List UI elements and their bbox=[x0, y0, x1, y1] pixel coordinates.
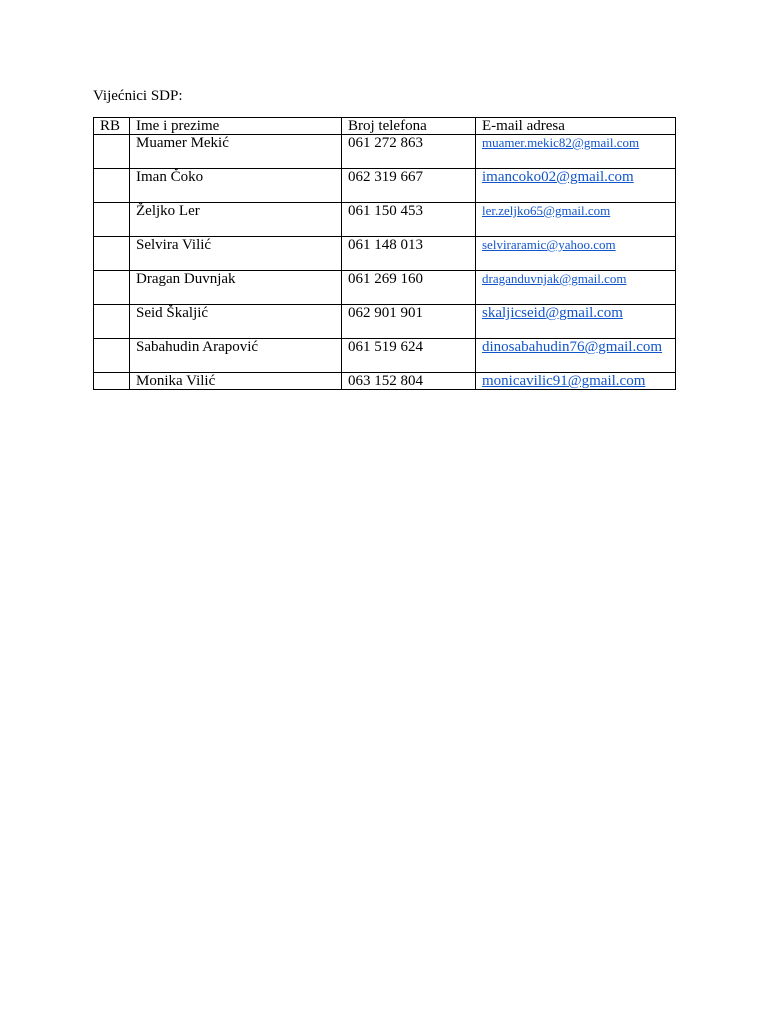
row-number-cell bbox=[94, 203, 130, 237]
table-row bbox=[94, 339, 676, 373]
email-cell bbox=[476, 169, 676, 203]
name-cell: Iman Čoko bbox=[130, 169, 342, 203]
email-cell bbox=[476, 135, 676, 169]
name-cell: Seid Škaljić bbox=[130, 305, 342, 339]
row-number-cell bbox=[94, 237, 130, 271]
row-number-cell bbox=[94, 271, 130, 305]
phone-cell: 062 901 901 bbox=[342, 305, 476, 339]
email-link[interactable]: monicavilic91@gmail.com bbox=[482, 373, 646, 389]
phone-cell: 061 148 013 bbox=[342, 237, 476, 271]
header-rb: RB bbox=[94, 118, 130, 135]
email-cell bbox=[476, 271, 676, 305]
name-cell: Željko Ler bbox=[130, 203, 342, 237]
name-cell: Muamer Mekić bbox=[130, 135, 342, 169]
header-email: E-mail adresa bbox=[476, 118, 676, 135]
email-cell bbox=[476, 305, 676, 339]
email-cell bbox=[476, 339, 676, 373]
name-cell: Monika Vilić bbox=[130, 373, 342, 390]
email-cell bbox=[476, 203, 676, 237]
table-row bbox=[94, 271, 676, 305]
table-header-row bbox=[94, 118, 676, 135]
table-row bbox=[94, 169, 676, 203]
page-heading: Vijećnici SDP: bbox=[93, 88, 183, 104]
email-cell bbox=[476, 237, 676, 271]
email-link[interactable]: dinosabahudin76@gmail.com bbox=[482, 339, 663, 355]
email-link[interactable]: skaljicseid@gmail.com bbox=[482, 305, 623, 321]
table-row bbox=[94, 237, 676, 271]
name-cell: Dragan Duvnjak bbox=[130, 271, 342, 305]
phone-cell: 062 319 667 bbox=[342, 169, 476, 203]
table-row bbox=[94, 305, 676, 339]
email-link[interactable]: ler.zeljko65@gmail.com bbox=[482, 203, 611, 218]
row-number-cell bbox=[94, 305, 130, 339]
email-link[interactable]: imancoko02@gmail.com bbox=[482, 169, 634, 185]
row-number-cell bbox=[94, 373, 130, 390]
phone-cell: 061 150 453 bbox=[342, 203, 476, 237]
row-number-cell bbox=[94, 135, 130, 169]
council-members-table bbox=[93, 117, 676, 390]
phone-cell: 063 152 804 bbox=[342, 373, 476, 390]
email-cell bbox=[476, 373, 676, 390]
email-link[interactable]: draganduvnjak@gmail.com bbox=[482, 271, 627, 286]
phone-cell: 061 519 624 bbox=[342, 339, 476, 373]
header-phone: Broj telefona bbox=[342, 118, 476, 135]
email-link[interactable]: muamer.mekic82@gmail.com bbox=[482, 135, 640, 150]
row-number-cell bbox=[94, 169, 130, 203]
email-link[interactable]: selviraramic@yahoo.com bbox=[482, 237, 616, 252]
table-row bbox=[94, 135, 676, 169]
phone-cell: 061 272 863 bbox=[342, 135, 476, 169]
row-number-cell bbox=[94, 339, 130, 373]
header-name: Ime i prezime bbox=[130, 118, 342, 135]
table-row bbox=[94, 203, 676, 237]
phone-cell: 061 269 160 bbox=[342, 271, 476, 305]
name-cell: Selvira Vilić bbox=[130, 237, 342, 271]
table-row bbox=[94, 373, 676, 390]
name-cell: Sabahudin Arapović bbox=[130, 339, 342, 373]
